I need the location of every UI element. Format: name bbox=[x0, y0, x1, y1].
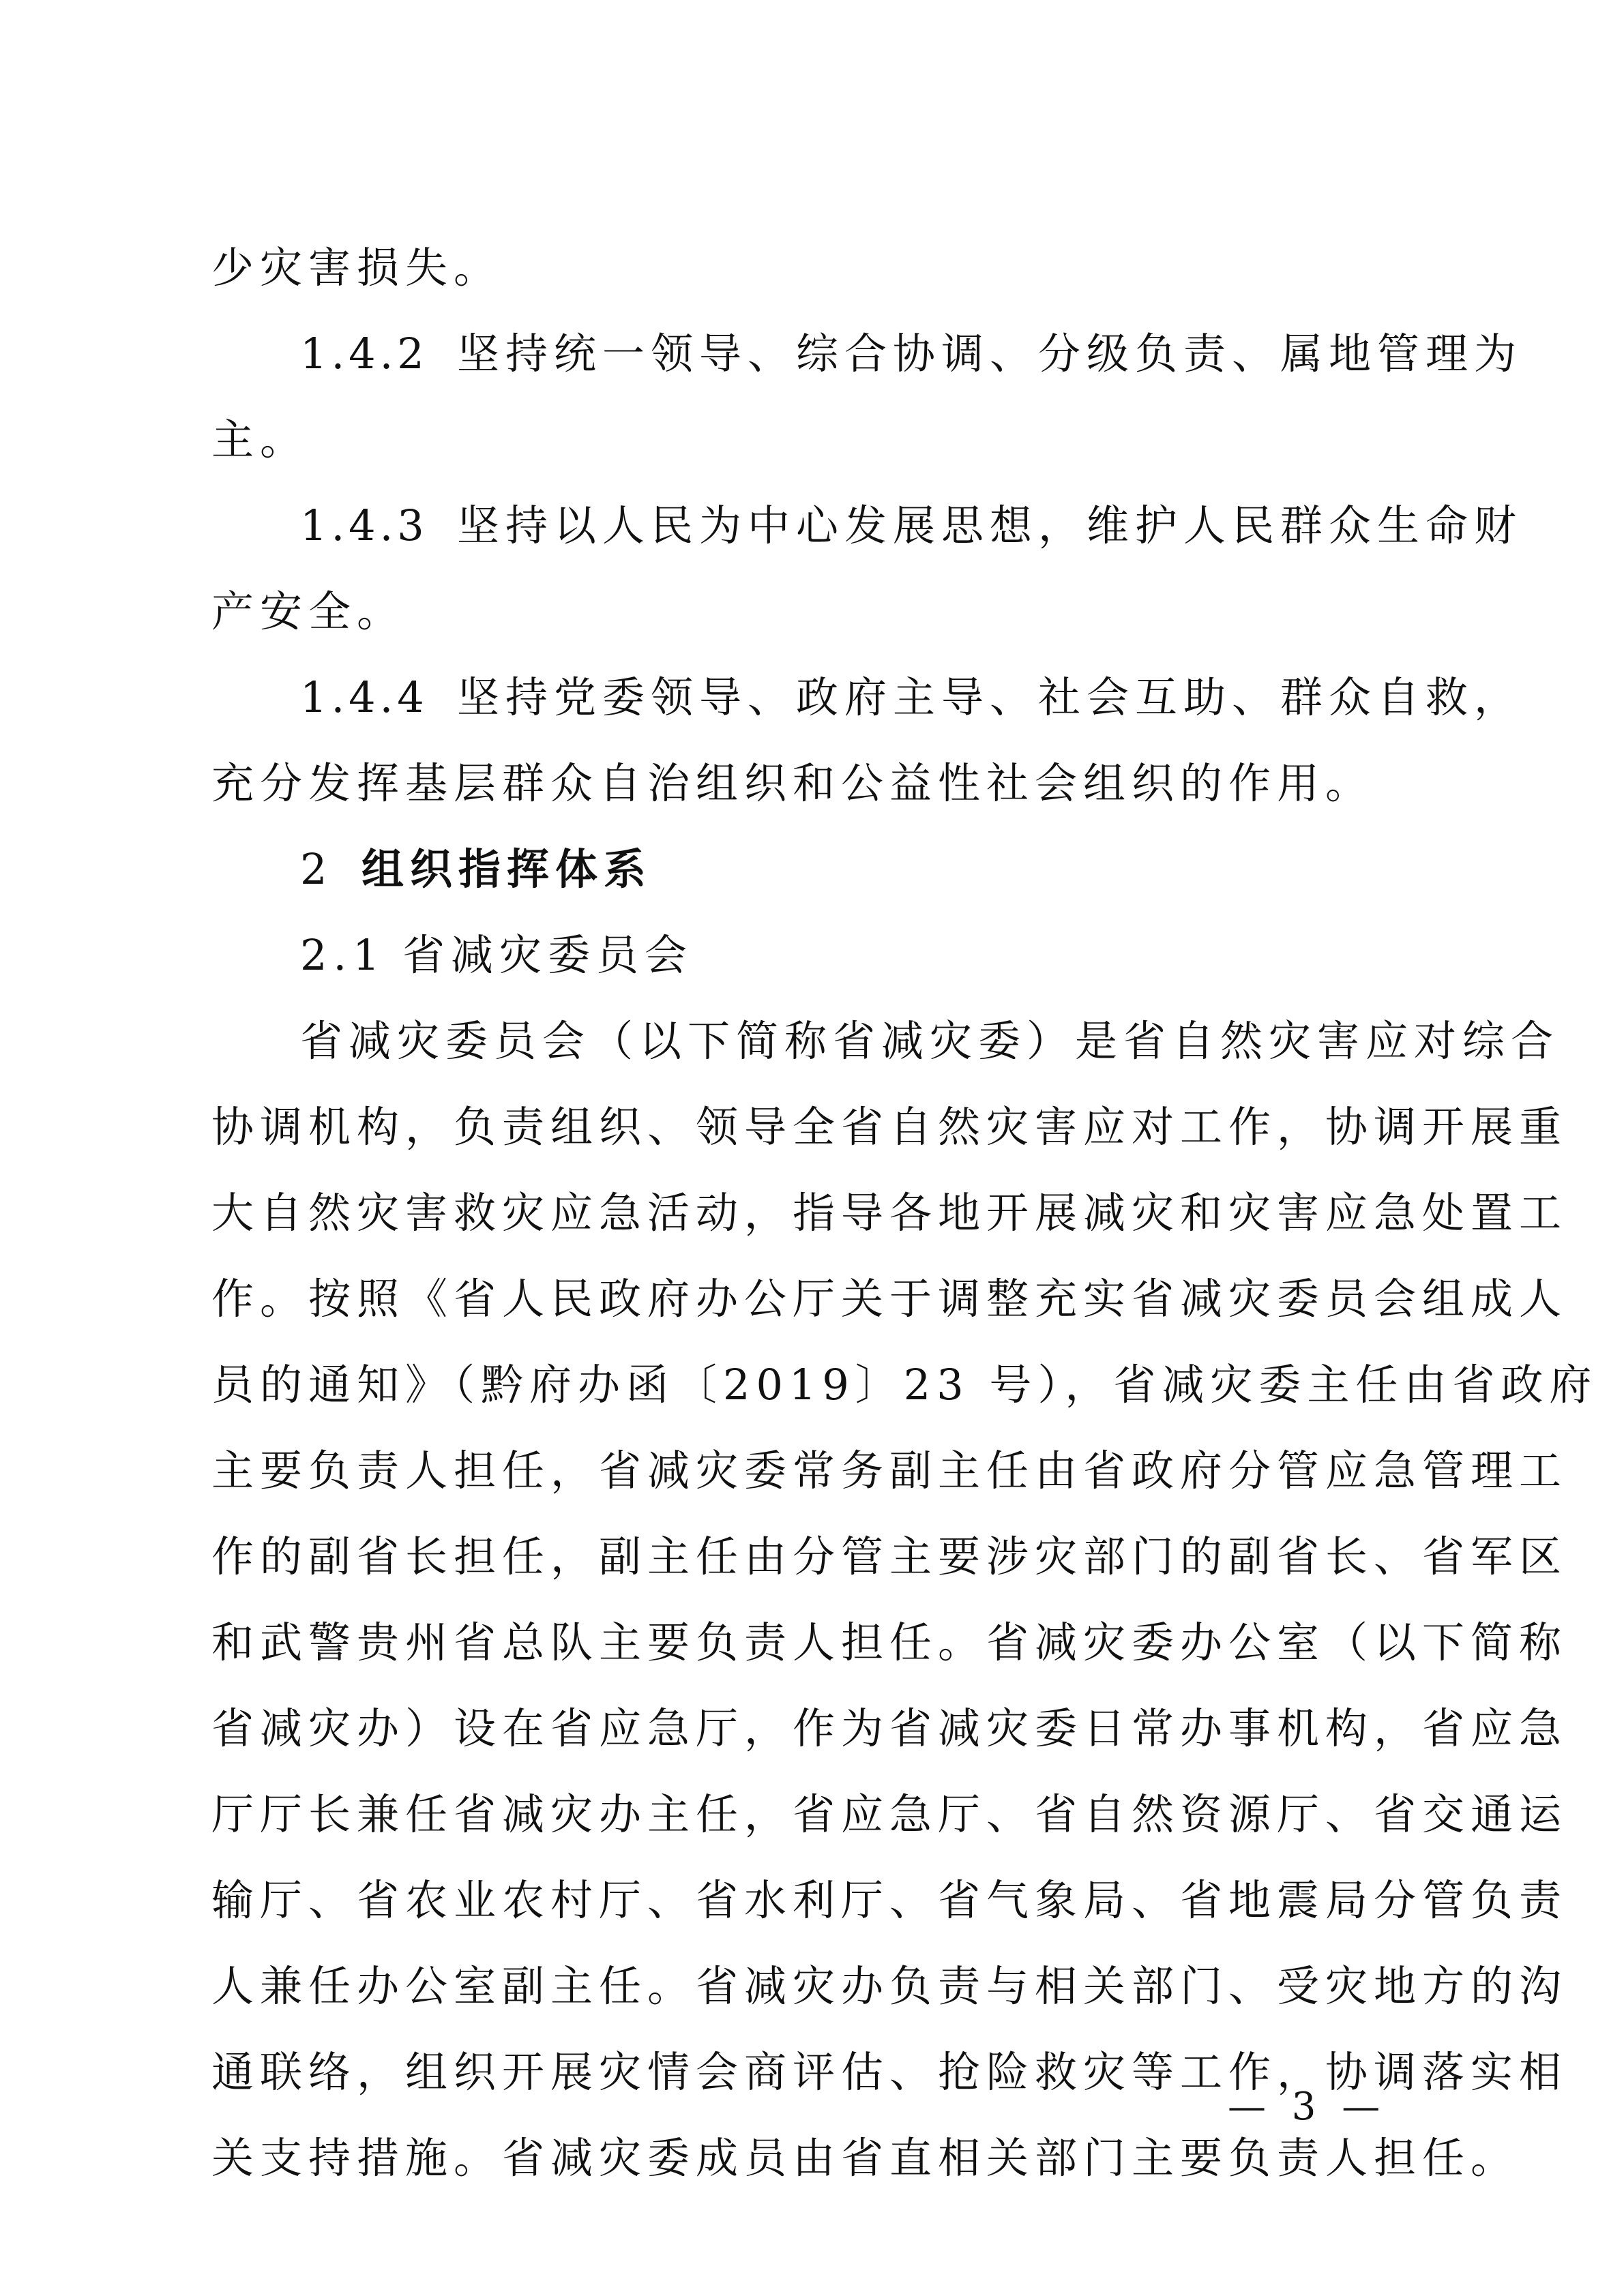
text-line bbox=[211, 741, 1432, 826]
text-line bbox=[211, 397, 1432, 483]
heading-title: 省减灾委员会 bbox=[402, 930, 694, 980]
paragraph-line bbox=[211, 1686, 1568, 1772]
paragraph-line bbox=[211, 1943, 1568, 2029]
paragraph-text: 通联络，组织开展灾情会商评估、抢险救灾等工作，协调落实相 bbox=[211, 2047, 1568, 2097]
paragraph-line bbox=[211, 1428, 1568, 1514]
paragraph-line bbox=[211, 1170, 1568, 1256]
heading-number: 2 bbox=[300, 844, 334, 894]
paragraph-text: 关支持措施。省减灾委成员由省直相关部门主要负责人担任。 bbox=[211, 2133, 1520, 2183]
section-number: 1.4.4 bbox=[300, 672, 428, 722]
text-line-content: 少灾害损失。 bbox=[211, 243, 503, 293]
paragraph-line bbox=[211, 1342, 1598, 1428]
paragraph-text: 厅厅长兼任省减灾办主任，省应急厅、省自然资源厅、省交通运 bbox=[211, 1789, 1568, 1839]
section-1-4-4 bbox=[211, 655, 1523, 741]
paragraph-text: 大自然灾害救灾应急活动，指导各地开展减灾和灾害应急处置工 bbox=[211, 1188, 1568, 1238]
paragraph-text: 协调机构，负责组织、领导全省自然灾害应对工作，协调开展重 bbox=[211, 1102, 1568, 1152]
paragraph-line bbox=[211, 1600, 1568, 1686]
paragraph-text: 省减灾委员会（以下简称省减灾委）是省自然灾害应对综合 bbox=[300, 1016, 1560, 1066]
paragraph-text: 和武警贵州省总队主要负责人担任。省减灾委办公室（以下简称 bbox=[211, 1617, 1568, 1667]
paragraph-text: 作。按照《省人民政府办公厅关于调整充实省减灾委员会组成人 bbox=[211, 1274, 1568, 1324]
paragraph-line bbox=[211, 1256, 1568, 1342]
section-text: 坚持统一领导、综合协调、分级负责、属地管理为 bbox=[457, 329, 1523, 378]
section-number: 1.4.2 bbox=[300, 329, 428, 378]
section-text: 坚持以人民为中心发展思想，维护人民群众生命财 bbox=[457, 501, 1523, 550]
section-text: 坚持党委领导、政府主导、社会互助、群众自救， bbox=[457, 672, 1523, 722]
heading-number: 2.1 bbox=[300, 930, 386, 980]
heading-2-1 bbox=[211, 912, 1432, 998]
section-1-4-3 bbox=[211, 483, 1523, 569]
paragraph-text: 省减灾办）设在省应急厅，作为省减灾委日常办事机构，省应急 bbox=[211, 1703, 1568, 1753]
text-line-content: 产安全。 bbox=[211, 586, 406, 636]
paragraph-line bbox=[211, 1514, 1568, 1600]
text-line-content: 充分发挥基层群众自治组织和公益性社会组织的作用。 bbox=[211, 758, 1374, 808]
paragraph-line bbox=[211, 1772, 1568, 1858]
text-line bbox=[211, 569, 1432, 655]
paragraph-text: 人兼任办公室副主任。省减灾办负责与相关部门、受灾地方的沟 bbox=[211, 1961, 1568, 2011]
paragraph-text: 员的通知》（黔府办函〔2019〕23 号），省减灾委主任由省政府 bbox=[211, 1360, 1598, 1410]
paragraph-line bbox=[211, 1084, 1568, 1170]
page-number: — 3 — bbox=[1228, 2085, 1387, 2129]
section-number: 1.4.3 bbox=[300, 501, 428, 550]
heading-title: 组织指挥体系 bbox=[361, 844, 653, 894]
paragraph-line bbox=[211, 998, 1560, 1084]
paragraph-text: 输厅、省农业农村厅、省水利厅、省气象局、省地震局分管负责 bbox=[211, 1875, 1568, 1925]
paragraph-line bbox=[211, 1858, 1568, 1943]
document-body bbox=[211, 225, 1598, 2201]
text-line bbox=[211, 225, 1432, 311]
paragraph-text: 作的副省长担任，副主任由分管主要涉灾部门的副省长、省军区 bbox=[211, 1532, 1568, 1581]
paragraph-text: 主要负责人担任，省减灾委常务副主任由省政府分管应急管理工 bbox=[211, 1446, 1568, 1495]
text-line-content: 主。 bbox=[211, 415, 309, 464]
heading-2 bbox=[211, 826, 1432, 912]
section-1-4-2 bbox=[211, 311, 1523, 397]
